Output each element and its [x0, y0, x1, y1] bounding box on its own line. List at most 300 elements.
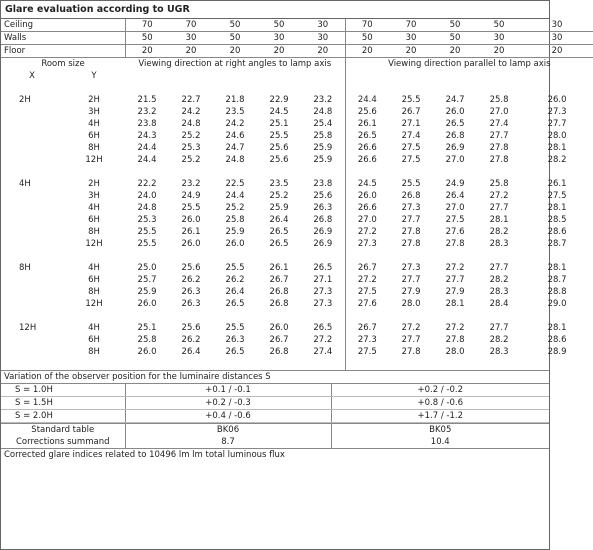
ugr-par-cell: 27.3: [401, 263, 421, 273]
ugr-par-cell: 26.8: [445, 131, 465, 141]
ugr-perp-cell: 26.0: [225, 239, 245, 249]
ugr-perp-cell: 26.5: [225, 347, 245, 357]
ugr-perp-cell: 26.9: [313, 227, 333, 237]
ugr-perp-cell: 26.4: [225, 287, 245, 297]
reflectance-label: Ceiling: [1, 19, 125, 32]
ugr-perp-cell: 25.9: [137, 287, 157, 297]
variation-par: +1.7 / -1.2: [331, 410, 549, 423]
ugr-par-cell: 28.8: [547, 287, 567, 297]
room-y-cell: 4H: [88, 323, 100, 333]
ugr-par-cell: 27.7: [489, 131, 509, 141]
ugr-perp-cell: 26.0: [137, 299, 157, 309]
ugr-par-cell: 28.4: [489, 299, 509, 309]
standard-table-row: [1, 424, 549, 437]
ugr-perp-cell: 25.6: [181, 323, 201, 333]
ugr-par-cell: 28.0: [445, 347, 465, 357]
ugr-par-cell: 27.3: [345, 238, 389, 250]
ugr-par-cell: 27.0: [445, 203, 465, 213]
ugr-par-cell: 26.6: [345, 142, 389, 154]
variation-par: +0.2 / -0.2: [331, 384, 549, 397]
ugr-par-cell: 27.8: [489, 155, 509, 165]
reflectance-value: 50: [477, 19, 521, 32]
ugr-perp-cell: 26.0: [137, 347, 157, 357]
ugr-perp-cell: 24.6: [225, 131, 245, 141]
ugr-perp-cell: 25.3: [181, 143, 201, 153]
table-row: [1, 226, 593, 238]
ugr-perp-cell: 26.4: [269, 215, 289, 225]
ugr-perp-cell: 22.9: [269, 95, 289, 105]
ugr-perp-cell: 25.5: [181, 203, 201, 213]
reflectance-value: 70: [125, 19, 169, 32]
ugr-par-cell: 24.9: [445, 179, 465, 189]
standard-par: BK05: [429, 425, 452, 435]
table-row: [1, 286, 593, 298]
reflectance-value: 20: [169, 45, 213, 58]
ugr-perp-cell: 23.2: [137, 107, 157, 117]
room-x-cell: [1, 238, 63, 250]
room-x-cell: 2H: [19, 95, 31, 105]
ugr-par-cell: 27.8: [445, 239, 465, 249]
ugr-par-cell: 28.2: [489, 335, 509, 345]
ugr-perp-cell: 26.2: [225, 275, 245, 285]
variation-title: Variation of the observer position for the luminaire distances S: [1, 370, 549, 384]
ugr-perp-cell: 26.1: [181, 227, 201, 237]
room-y-cell: 3H: [88, 191, 100, 201]
xy-header: [1, 70, 593, 82]
table-row: [1, 202, 593, 214]
ugr-perp-cell: 23.8: [137, 119, 157, 129]
table-row: [1, 346, 593, 358]
variation-s: S = 1.5H: [1, 397, 125, 410]
variation-row: [1, 397, 549, 410]
ugr-perp-cell: 24.9: [181, 191, 201, 201]
reflectance-value: 20: [213, 45, 257, 58]
ugr-perp-cell: 25.9: [313, 155, 333, 165]
room-y-cell: 12H: [85, 299, 103, 309]
ugr-perp-cell: 24.4: [137, 155, 157, 165]
ugr-par-cell: 28.1: [489, 215, 509, 225]
ugr-perp-cell: 26.5: [269, 239, 289, 249]
variation-perp: +0.4 / -0.6: [125, 410, 331, 423]
ugr-par-cell: 28.1: [547, 263, 567, 273]
room-x-cell: [1, 346, 63, 358]
reflectance-value: 20: [389, 45, 433, 58]
ugr-perp-cell: 25.5: [137, 227, 157, 237]
room-x-cell: [1, 190, 63, 202]
table-row: [1, 154, 593, 166]
reflectance-value: 30: [389, 32, 433, 45]
reflectance-value: 70: [345, 19, 389, 32]
room-y-cell: 4H: [88, 119, 100, 129]
room-y-cell: 8H: [88, 143, 100, 153]
ugr-perp-cell: 26.3: [313, 203, 333, 213]
ugr-perp-cell: 26.3: [181, 299, 201, 309]
ugr-par-cell: 27.5: [547, 191, 567, 201]
reflectance-value: 50: [257, 19, 301, 32]
ugr-par-cell: 28.3: [489, 239, 509, 249]
ugr-perp-cell: 25.9: [225, 227, 245, 237]
ugr-perp-cell: 25.5: [225, 263, 245, 273]
room-y-cell: 8H: [88, 287, 100, 297]
ugr-par-cell: 25.5: [401, 95, 421, 105]
ugr-par-cell: 26.6: [345, 202, 389, 214]
table-row: [1, 178, 593, 190]
variation-perp: +0.2 / -0.3: [125, 397, 331, 410]
ugr-par-cell: 27.0: [445, 155, 465, 165]
standard-perp: BK06: [125, 424, 331, 437]
ugr-perp-cell: 26.5: [313, 323, 333, 333]
ugr-perp-cell: 26.1: [269, 263, 289, 273]
room-y-cell: 4H: [88, 203, 100, 213]
ugr-par-cell: 27.7: [489, 323, 509, 333]
ugr-par-cell: 28.6: [547, 335, 567, 345]
reflectance-value: 20: [521, 45, 593, 58]
reflectance-value: 70: [389, 19, 433, 32]
ugr-par-cell: 25.5: [401, 179, 421, 189]
ugr-perp-cell: 25.5: [137, 239, 157, 249]
ugr-perp-cell: 24.8: [137, 203, 157, 213]
ugr-par-cell: 26.7: [345, 262, 389, 274]
reflectance-table: [1, 19, 593, 58]
reflectance-value: 30: [521, 32, 593, 45]
ugr-perp-cell: 24.3: [137, 131, 157, 141]
room-y-cell: 3H: [88, 107, 100, 117]
table-row: [1, 238, 593, 250]
room-y-cell: 4H: [88, 263, 100, 273]
ugr-perp-cell: 25.0: [137, 263, 157, 273]
reflectance-row: [1, 45, 593, 58]
ugr-perp-cell: 24.0: [137, 191, 157, 201]
ugr-perp-cell: 24.4: [225, 191, 245, 201]
ugr-perp-cell: 24.8: [181, 119, 201, 129]
ugr-perp-cell: 25.6: [313, 191, 333, 201]
ugr-par-cell: 27.7: [401, 335, 421, 345]
ugr-perp-cell: 26.0: [181, 215, 201, 225]
room-y-cell: 6H: [88, 275, 100, 285]
reflectance-value: 30: [257, 32, 301, 45]
ugr-par-cell: 27.0: [345, 214, 389, 226]
ugr-perp-cell: 24.8: [225, 155, 245, 165]
corrections-par: 10.4: [430, 437, 450, 447]
ugr-par-cell: 27.9: [401, 287, 421, 297]
ugr-par-cell: 26.7: [345, 322, 389, 334]
ugr-perp-cell: 25.2: [181, 155, 201, 165]
reflectance-row: [1, 32, 593, 45]
ugr-par-cell: 27.8: [401, 347, 421, 357]
reflectance-row: [1, 19, 593, 32]
ugr-par-cell: 27.5: [401, 155, 421, 165]
room-x-cell: 4H: [19, 179, 31, 189]
reflectance-value: 20: [345, 45, 389, 58]
ugr-perp-cell: 26.2: [181, 275, 201, 285]
ugr-perp-cell: 25.3: [137, 215, 157, 225]
ugr-perp-cell: 25.5: [225, 323, 245, 333]
reflectance-value: 30: [169, 32, 213, 45]
table-row: [1, 274, 593, 286]
ugr-perp-cell: 24.2: [181, 107, 201, 117]
room-x-cell: [1, 106, 63, 118]
ugr-par-cell: 28.1: [547, 143, 567, 153]
ugr-par-cell: 27.4: [489, 119, 509, 129]
room-x-cell: 8H: [19, 263, 31, 273]
ugr-perp-cell: 26.0: [269, 323, 289, 333]
room-y-cell: 12H: [85, 239, 103, 249]
ugr-perp-cell: 26.0: [181, 239, 201, 249]
room-y-cell: 8H: [88, 347, 100, 357]
ugr-par-cell: 27.5: [401, 143, 421, 153]
ugr-perp-cell: 26.7: [269, 335, 289, 345]
ugr-par-cell: 27.2: [345, 226, 389, 238]
ugr-perp-cell: 26.3: [181, 287, 201, 297]
table-row: [1, 298, 593, 310]
ugr-par-cell: 27.5: [345, 346, 389, 358]
ugr-par-cell: 27.8: [401, 227, 421, 237]
table-row: [1, 334, 593, 346]
ugr-par-cell: 27.8: [489, 143, 509, 153]
ugr-par-cell: 28.1: [547, 203, 567, 213]
table-row: [1, 106, 593, 118]
ugr-perp-cell: 23.5: [269, 179, 289, 189]
y-label: Y: [91, 71, 97, 81]
ugr-perp-cell: 25.2: [225, 203, 245, 213]
ugr-par-cell: 26.1: [345, 118, 389, 130]
dir-par-label: Viewing direction parallel to lamp axis: [345, 58, 593, 70]
reflectance-value: 30: [477, 32, 521, 45]
ugr-par-cell: 27.0: [489, 107, 509, 117]
table-row: [1, 94, 593, 106]
ugr-par-cell: 25.8: [489, 179, 509, 189]
reflectance-value: 20: [125, 45, 169, 58]
ugr-par-cell: 25.6: [345, 106, 389, 118]
ugr-perp-cell: 25.9: [269, 203, 289, 213]
ugr-perp-cell: 27.3: [313, 299, 333, 309]
ugr-par-cell: 29.0: [547, 299, 567, 309]
variation-table: [1, 384, 549, 423]
ugr-perp-cell: 26.3: [225, 335, 245, 345]
reflectance-value: 50: [433, 19, 477, 32]
group-spacer: [1, 82, 593, 94]
standard-table-label: Standard table: [1, 424, 125, 437]
room-x-cell: [1, 334, 63, 346]
ugr-par-cell: 25.8: [489, 95, 509, 105]
table-row: [1, 142, 593, 154]
ugr-perp-cell: 22.5: [225, 179, 245, 189]
ugr-perp-cell: 26.8: [269, 347, 289, 357]
ugr-par-cell: 27.1: [401, 119, 421, 129]
ugr-perp-cell: 27.4: [313, 347, 333, 357]
variation-perp: +0.1 / -0.1: [125, 384, 331, 397]
variation-row: [1, 384, 549, 397]
ugr-par-cell: 28.9: [547, 347, 567, 357]
ugr-perp-cell: 25.6: [269, 143, 289, 153]
ugr-par-cell: 27.6: [445, 227, 465, 237]
ugr-perp-cell: 23.2: [313, 95, 333, 105]
ugr-perp-cell: 23.8: [313, 179, 333, 189]
variation-row: [1, 410, 549, 423]
table-row: [1, 190, 593, 202]
ugr-perp-cell: 26.5: [269, 227, 289, 237]
room-y-cell: 2H: [88, 179, 100, 189]
room-x-cell: [1, 286, 63, 298]
ugr-perp-cell: 23.5: [225, 107, 245, 117]
ugr-par-cell: 26.4: [445, 191, 465, 201]
ugr-par-cell: 28.3: [489, 347, 509, 357]
ugr-perp-cell: 24.2: [225, 119, 245, 129]
ugr-perp-cell: 24.7: [225, 143, 245, 153]
footer-note: Corrected glare indices related to 10496 lm lm total luminous flux: [1, 448, 549, 461]
ugr-par-cell: 27.4: [401, 131, 421, 141]
ugr-par-cell: 26.5: [445, 119, 465, 129]
ugr-par-cell: 28.3: [489, 287, 509, 297]
ugr-perp-cell: 26.2: [181, 335, 201, 345]
room-y-cell: 12H: [85, 155, 103, 165]
ugr-par-cell: 27.9: [445, 287, 465, 297]
ugr-perp-cell: 26.5: [313, 263, 333, 273]
ugr-perp-cell: 21.8: [225, 95, 245, 105]
variation-s: S = 1.0H: [1, 384, 125, 397]
ugr-par-cell: 28.7: [547, 275, 567, 285]
room-y-cell: 6H: [88, 335, 100, 345]
ugr-par-cell: 24.4: [345, 94, 389, 106]
ugr-perp-cell: 24.4: [137, 143, 157, 153]
table-row: [1, 214, 593, 226]
reflectance-value: 50: [213, 19, 257, 32]
room-x-cell: [1, 214, 63, 226]
ugr-perp-cell: 23.2: [181, 179, 201, 189]
ugr-par-cell: 27.2: [445, 323, 465, 333]
ugr-par-cell: 27.8: [401, 239, 421, 249]
corrections-perp: 8.7: [125, 436, 331, 448]
ugr-par-cell: 28.1: [445, 299, 465, 309]
ugr-perp-cell: 26.9: [313, 239, 333, 249]
x-label: X: [29, 71, 35, 81]
table-row: [1, 118, 593, 130]
ugr-perp-cell: 25.2: [269, 191, 289, 201]
room-x-cell: [1, 130, 63, 142]
ugr-par-cell: 28.6: [547, 227, 567, 237]
corrections-label: Corrections summand: [1, 436, 125, 448]
reflectance-value: 20: [257, 45, 301, 58]
ugr-par-cell: 27.8: [445, 335, 465, 345]
ugr-par-cell: 27.7: [401, 275, 421, 285]
ugr-perp-cell: 25.4: [313, 119, 333, 129]
ugr-par-cell: 28.2: [489, 275, 509, 285]
table-row: [1, 130, 593, 142]
room-x-cell: [1, 298, 63, 310]
ugr-perp-cell: 21.5: [137, 95, 157, 105]
ugr-perp-cell: 25.6: [269, 155, 289, 165]
ugr-par-cell: 27.7: [445, 275, 465, 285]
table-row: [1, 322, 593, 334]
ugr-perp-cell: 26.8: [269, 287, 289, 297]
ugr-par-cell: 28.2: [489, 227, 509, 237]
ugr-par-cell: 27.3: [345, 334, 389, 346]
ugr-perp-cell: 22.7: [181, 95, 201, 105]
corrections-row: [1, 436, 549, 448]
ugr-par-cell: 28.5: [547, 215, 567, 225]
reflectance-value: 70: [169, 19, 213, 32]
ugr-par-cell: 27.2: [445, 263, 465, 273]
room-x-cell: 12H: [19, 323, 37, 333]
ugr-par-cell: 27.2: [489, 191, 509, 201]
ugr-par-cell: 26.5: [345, 130, 389, 142]
ugr-par-cell: 27.3: [547, 107, 567, 117]
sheet-title: Glare evaluation according to UGR: [1, 1, 549, 19]
group-spacer: [1, 310, 593, 322]
ugr-par-cell: 26.6: [345, 154, 389, 166]
ugr-par-cell: 28.2: [547, 155, 567, 165]
ugr-par-cell: 27.7: [401, 215, 421, 225]
room-y-cell: 6H: [88, 131, 100, 141]
reflectance-value: 20: [433, 45, 477, 58]
ugr-perp-cell: 25.7: [137, 275, 157, 285]
variation-s: S = 2.0H: [1, 410, 125, 423]
ugr-par-cell: 28.0: [547, 131, 567, 141]
group-spacer: [1, 250, 593, 262]
ugr-table: [1, 58, 593, 370]
ugr-perp-cell: 26.7: [269, 275, 289, 285]
reflectance-value: 20: [301, 45, 345, 58]
room-y-cell: 8H: [88, 227, 100, 237]
variation-par: +0.8 / -0.6: [331, 397, 549, 410]
ugr-par-cell: 27.5: [445, 215, 465, 225]
room-y-cell: 2H: [88, 95, 100, 105]
ugr-perp-cell: 25.1: [269, 119, 289, 129]
room-x-cell: [1, 226, 63, 238]
ugr-par-cell: 27.2: [401, 323, 421, 333]
standard-table: [1, 423, 549, 448]
ugr-perp-cell: 25.9: [313, 143, 333, 153]
ugr-perp-cell: 24.5: [269, 107, 289, 117]
ugr-perp-cell: 26.8: [269, 299, 289, 309]
reflectance-value: 50: [345, 32, 389, 45]
ugr-perp-cell: 26.5: [225, 299, 245, 309]
reflectance-value: 50: [125, 32, 169, 45]
ugr-par-cell: 27.7: [489, 203, 509, 213]
table-row: [1, 262, 593, 274]
ugr-par-cell: 28.0: [401, 299, 421, 309]
room-x-cell: [1, 202, 63, 214]
ugr-perp-cell: 27.2: [313, 335, 333, 345]
ugr-par-cell: 27.5: [345, 286, 389, 298]
reflectance-value: 30: [301, 19, 345, 32]
ugr-perp-cell: 25.6: [181, 263, 201, 273]
dir-perp-label: Viewing direction at right angles to lamp axis: [138, 59, 332, 69]
ugr-perp-cell: 25.8: [313, 131, 333, 141]
reflectance-value: 50: [433, 32, 477, 45]
ugr-perp-cell: 27.1: [313, 275, 333, 285]
ugr-par-cell: 26.0: [445, 107, 465, 117]
ugr-perp-cell: 24.8: [313, 107, 333, 117]
ugr-par-cell: 27.7: [489, 263, 509, 273]
room-x-cell: [1, 274, 63, 286]
ugr-perp-cell: 22.2: [137, 179, 157, 189]
ugr-perp-cell: 25.5: [269, 131, 289, 141]
ugr-par-cell: 27.3: [401, 203, 421, 213]
ugr-perp-cell: 27.3: [313, 287, 333, 297]
reflectance-label: Floor: [1, 45, 125, 58]
ugr-par-cell: 27.6: [345, 298, 389, 310]
room-x-cell: [1, 142, 63, 154]
ugr-perp-cell: 25.1: [137, 323, 157, 333]
ugr-perp-cell: 25.8: [137, 335, 157, 345]
reflectance-value: 20: [477, 45, 521, 58]
group-spacer: [1, 166, 593, 178]
room-x-cell: [1, 154, 63, 166]
reflectance-value: 30: [521, 19, 593, 32]
ugr-par-cell: 24.7: [445, 95, 465, 105]
ugr-par-cell: 27.7: [547, 119, 567, 129]
